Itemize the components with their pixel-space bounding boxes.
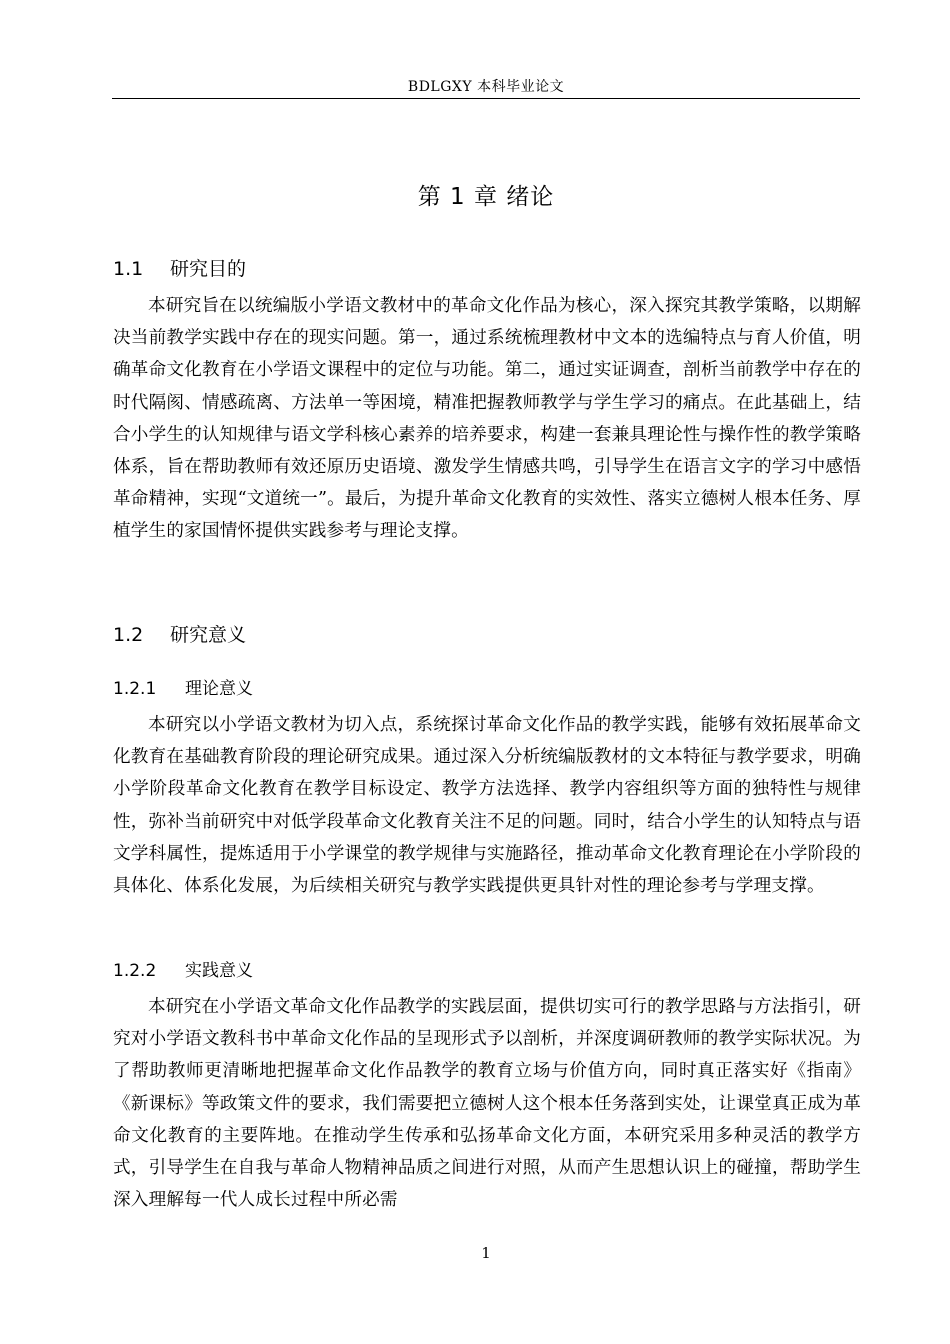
- section-title: 研究目的: [170, 258, 247, 280]
- paragraph-practical-significance: 本研究在小学语文革命文化作品教学的实践层面，提供切实可行的教学思路与方法指引，研究对小学语文教科书中革命文化作品的呈现形式予以剖析，并深度调研教师的教学实际状况。为了帮助教师更清晰地把握革命文化作品教学的教育立场与价值方向，同时真正落实好《指南》《新课标》等政策文件的要求，我们需要把立德树人这个根本任务落到实处，让课堂真正成为革命文化教育的主要阵地。在推动学生传承和弘扬革命文化方面，本研究采用多种灵活的教学方式，引导学生在自我与革命人物精神品质之间进行对照，从而产生思想认识上的碰撞，帮助学生深入理解每一代人成长过程中所必需: [113, 997, 861, 1211]
- section-title: 理论意义: [185, 679, 253, 699]
- paragraph-research-purpose: 本研究旨在以统编版小学语文教材中的革命文化作品为核心，深入探究其教学策略，以期解决当前教学实践中存在的现实问题。第一，通过系统梳理教材中文本的选编特点与育人价值，明确革命文化教育在小学语文课程中的定位与功能。第二，通过实证调查，剖析当前教学中存在的时代隔阂、情感疏离、方法单一等困境，精准把握教师教学与学生学习的痛点。在此基础上，结合小学生的认知规律与语文学科核心素养的培养要求，构建一套兼具理论性与操作性的教学策略体系，旨在帮助教师有效还原历史语境、激发学生情感共鸣，引导学生在语言文字的学习中感悟革命精神，实现“文道统一”。最后，为提升革命文化教育的实效性、落实立德树人根本任务、厚植学生的家国情怀提供实践参考与理论支撑。: [113, 296, 861, 542]
- chapter-title: 第 1 章 绪论: [417, 184, 555, 210]
- page-number: 1: [481, 1244, 491, 1262]
- running-header: BDLGXY 本科毕业论文: [407, 79, 565, 95]
- section-heading-1-2-2: [113, 956, 253, 981]
- section-heading-1-1: [113, 254, 246, 281]
- header-divider: [112, 98, 860, 99]
- section-number: 1.2: [113, 624, 144, 646]
- section-number: 1.2.1: [113, 679, 157, 699]
- section-title: 研究意义: [170, 624, 247, 646]
- section-number: 1.2.2: [113, 961, 157, 981]
- section-title: 实践意义: [185, 961, 253, 981]
- paragraph-theoretical-significance: 本研究以小学语文教材为切入点，系统探讨革命文化作品的教学实践，能够有效拓展革命文化教育在基础教育阶段的理论研究成果。通过深入分析统编版教材的文本特征与教学要求，明确小学阶段革命文化教育在教学目标设定、教学方法选择、教学内容组织等方面的独特性与规律性，弥补当前研究中对低学段革命文化教育关注不足的问题。同时，结合小学生的认知特点与语文学科属性，提炼适用于小学课堂的教学规律与实施路径，推动革命文化教育理论在小学阶段的具体化、体系化发展，为后续相关研究与教学实践提供更具针对性的理论参考与学理支撑。: [113, 715, 861, 897]
- section-heading-1-2: [113, 620, 246, 647]
- section-heading-1-2-1: [113, 674, 253, 699]
- section-number: 1.1: [113, 258, 144, 280]
